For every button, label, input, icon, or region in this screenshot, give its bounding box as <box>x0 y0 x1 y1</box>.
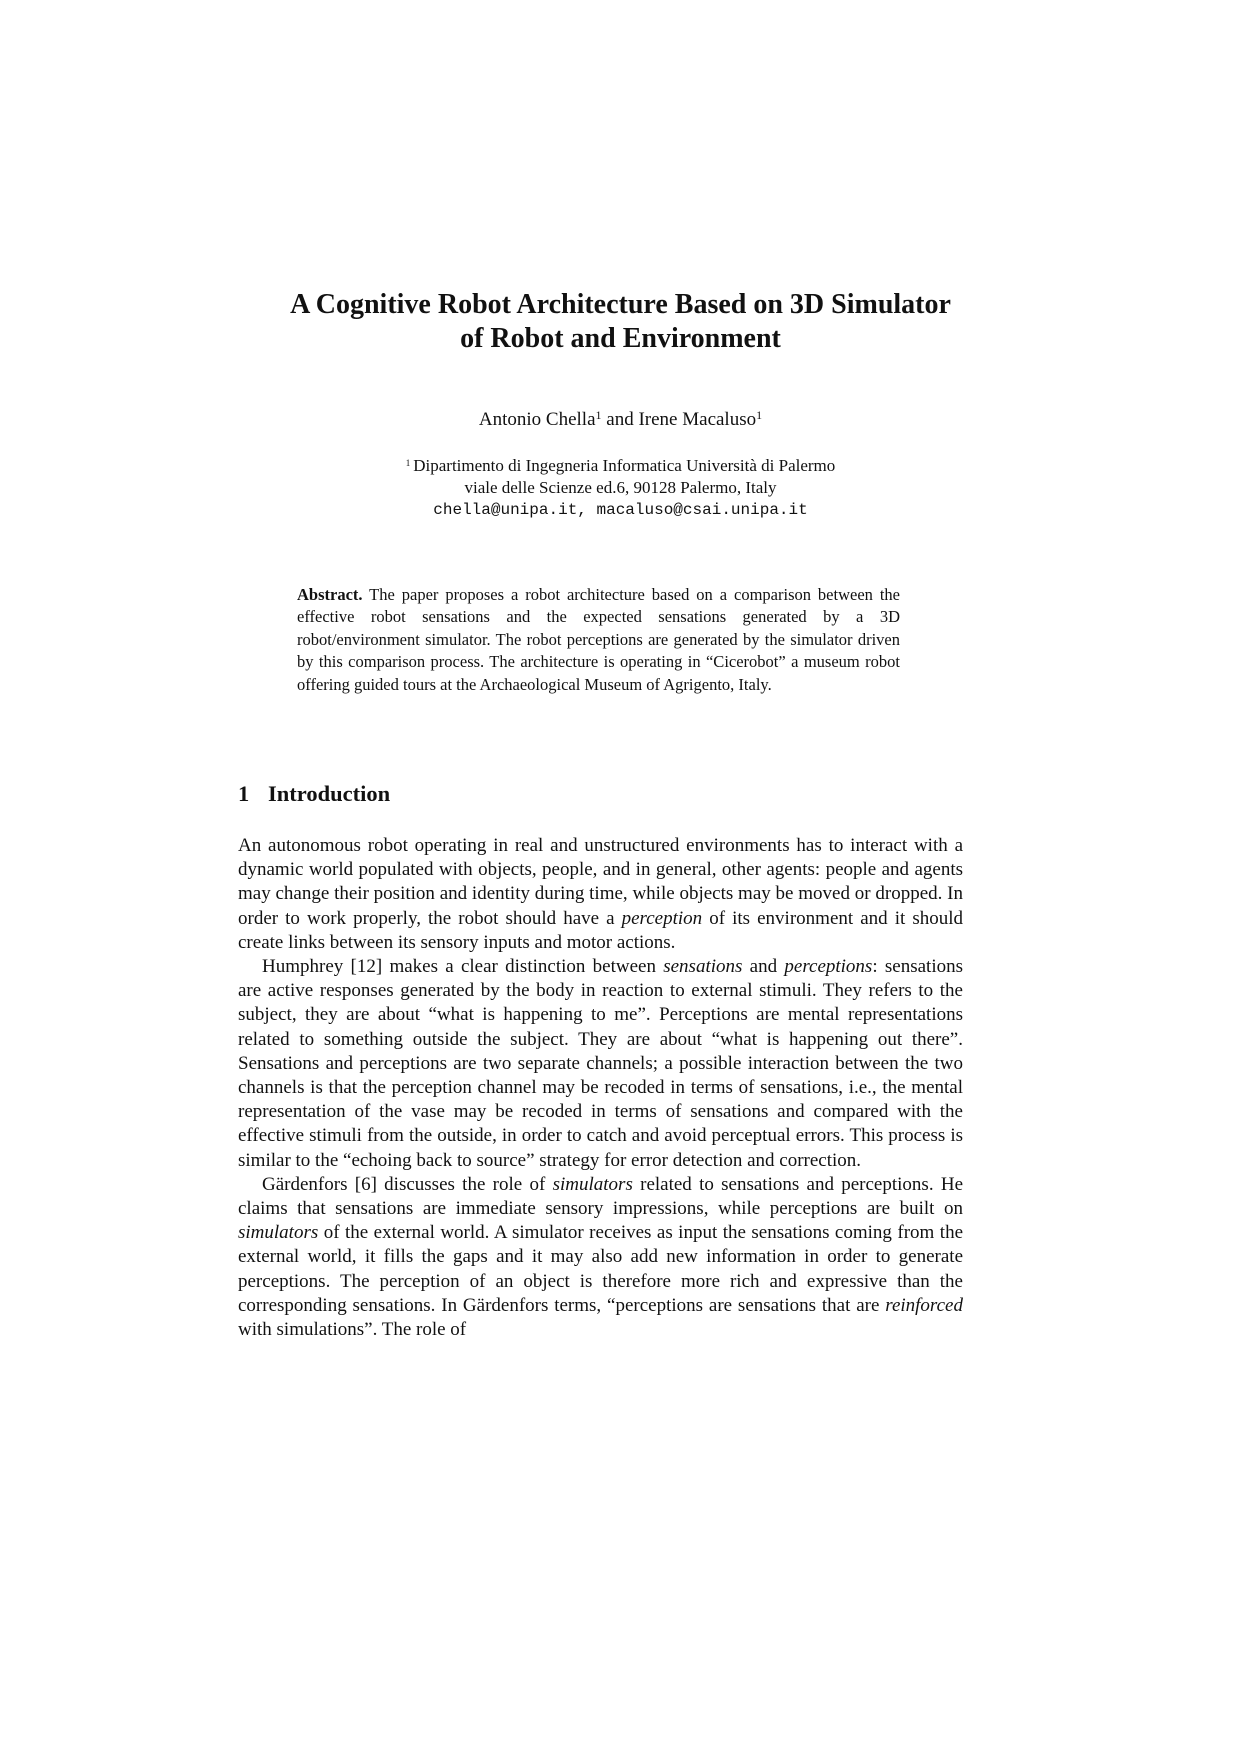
paragraph-text: of the external world. A simulator receives as input the sensations coming from the external world, it fills the gaps and it may also add new information in order to generate perceptions. The perception of an object is therefore more rich and expressive than the corresponding sensations. In Gärdenfors terms, “perceptions are sensations that are <box>238 1222 963 1316</box>
emphasis: sensations <box>663 956 743 978</box>
title-line-1: A Cognitive Robot Architecture Based on 3D Simulator <box>290 289 951 320</box>
paragraph-text: An autonomous robot operating in real and unstructured environments has to interact with a dynamic world populated with objects, people, and in general, other agents: people and agents may change their position and identity during time, while objects may be moved or dropped. In order to work properly, the robot should have a <box>238 835 963 929</box>
paragraph-text: : sensations are active responses generated by the body in reaction to external stimuli. They refers to the subject, they are about “what is happening to me”. Perceptions are mental representations related to something outside the subject. They are about “what is happening out there”. Sensations and perceptions are two separate channels; a possible interaction between the two channels is that the perception channel may be recoded in terms of sensations, i.e., the mental representation of the vase may be recoded in terms of sensations and compared with the effective stimuli from the outside, in order to catch and avoid perceptual errors. This process is similar to the “echoing back to source” strategy for error detection and correction. <box>238 956 964 1171</box>
author-affil-mark: 1 <box>595 408 602 422</box>
paragraph <box>238 834 963 955</box>
affiliation-line-1 <box>0 455 1241 477</box>
section-body <box>238 834 963 1342</box>
abstract-label: Abstract. <box>297 585 363 604</box>
abstract-text: The paper proposes a robot architecture based on a comparison between the effective robot sensations and the expected sensations generated by a 3D robot/environment simulator. The robot perceptions are generated by the simulator driven by this comparison process. The architecture is operating in “Cicerobot” a museum robot offering guided tours at the Archaeological Museum of Agrigento, Italy. <box>297 585 900 694</box>
emphasis: reinforced <box>885 1294 963 1316</box>
section-heading <box>238 780 390 808</box>
emphasis: perceptions <box>784 956 873 978</box>
affiliation-mark: 1 <box>405 458 411 468</box>
section-title: Introduction <box>268 781 391 806</box>
paper-title <box>0 288 1241 356</box>
paragraph <box>238 1173 963 1342</box>
emphasis: simulators <box>552 1173 633 1195</box>
author-name: Irene Macaluso <box>638 409 757 430</box>
paragraph-text: and <box>742 956 785 978</box>
title-line-2: of Robot and Environment <box>460 323 781 354</box>
affiliation-institution: Dipartimento di Ingegneria Informatica Università di Palermo <box>413 456 836 475</box>
paragraph-text: with simulations”. The role of <box>238 1319 467 1341</box>
affiliation-line-2: viale delle Scienze ed.6, 90128 Palermo, Italy <box>464 478 777 497</box>
paragraph-text: Gärdenfors [6] discusses the role of <box>262 1173 553 1195</box>
paragraph-text: Humphrey [12] makes a clear distinction between <box>262 956 664 978</box>
paragraph <box>238 955 963 1173</box>
author-conjunction: and <box>601 409 639 430</box>
paragraph-text: related to sensations and perceptions. He claims that sensations are immediate sensory impressions, while perceptions are built on <box>238 1173 964 1220</box>
author-affil-mark: 1 <box>756 408 763 422</box>
paragraph-text: of its environment and it should create links between its sensory inputs and motor actions. <box>238 907 963 953</box>
abstract <box>297 584 900 696</box>
emphasis: perception <box>621 907 703 929</box>
section-number: 1 <box>238 781 250 806</box>
affiliation-block <box>0 455 1241 521</box>
author-emails: chella@unipa.it, macaluso@csai.unipa.it <box>433 501 808 519</box>
emphasis: simulators <box>238 1222 319 1244</box>
author-name: Antonio Chella <box>478 409 596 430</box>
author-line <box>0 408 1241 432</box>
